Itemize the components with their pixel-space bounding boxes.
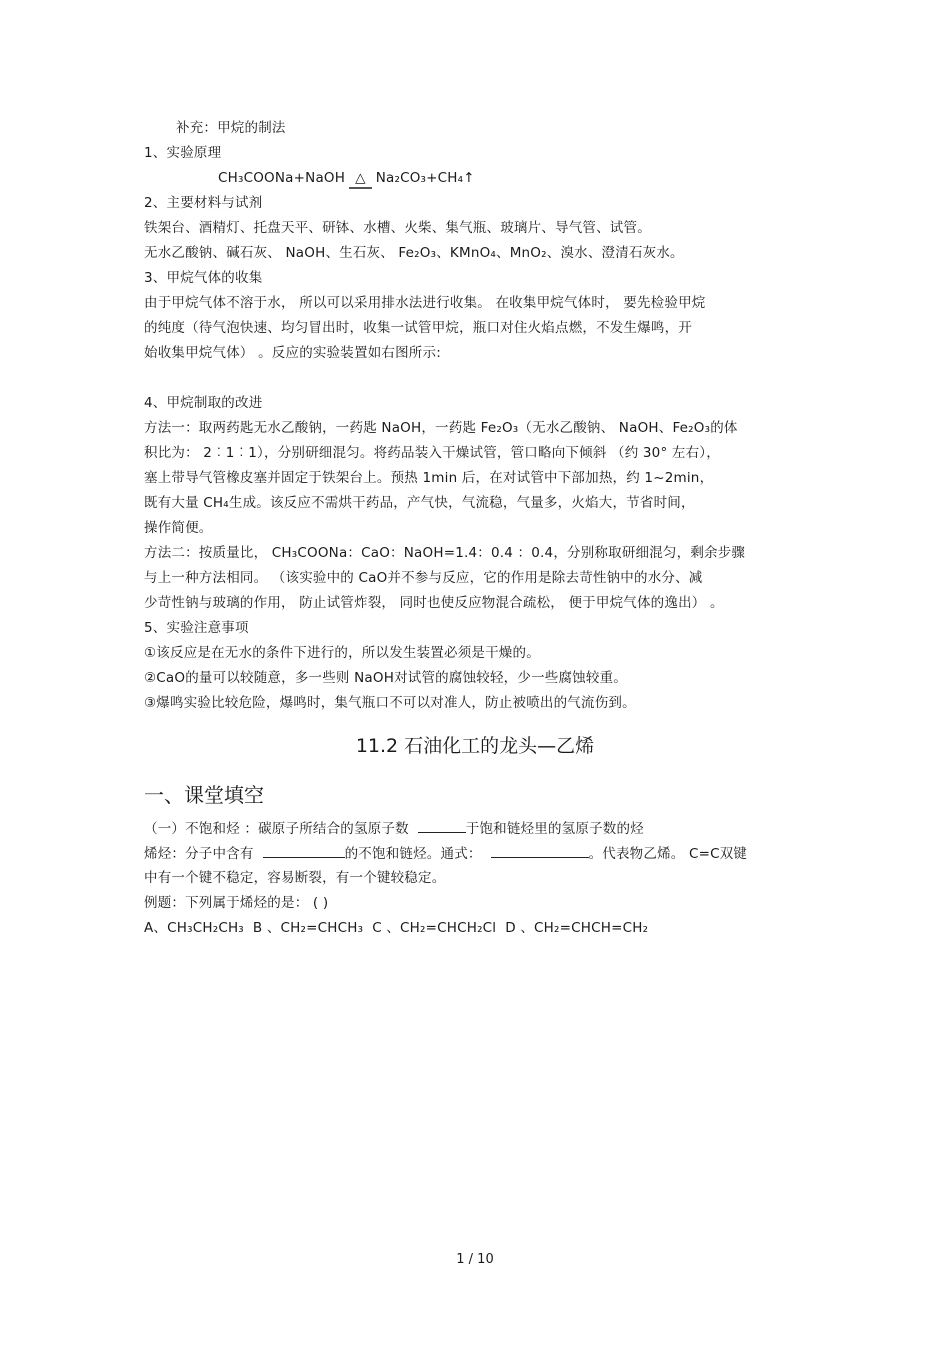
question-alkene	[144, 844, 747, 863]
fill-blank-3[interactable]	[491, 844, 589, 858]
formula-reactants: CH₃COONa+NaOH	[218, 170, 346, 186]
q2-text-a: 烯烃：分子中含有	[144, 846, 254, 862]
reaction-formula	[218, 169, 475, 189]
method2-line-1: 方法二：按质量比， CH₃COONa：CaO：NaOH=1.4：0.4 ：0.4，分别称取研细混匀，剩余步骤	[144, 545, 746, 561]
note-2: ②CaO的量可以较随意，多一些则 NaOH对试管的腐蚀较轻，少一些腐蚀较重。	[144, 670, 627, 686]
section-title: 11.2 石油化工的龙头—乙烯	[355, 735, 595, 757]
supplement-title: 补充：甲烷的制法	[176, 120, 286, 136]
materials-line-1: 铁架台、酒精灯、托盘天平、研钵、水槽、火柴、集气瓶、玻璃片、导气管、试管。	[144, 220, 651, 236]
heat-arrow-icon: △	[349, 169, 372, 189]
method2-line-2: 与上一种方法相同。 （该实验中的 CaO并不参与反应，它的作用是除去苛性钠中的水分、减	[144, 570, 703, 586]
collection-line-3: 始收集甲烷气体） 。反应的实验装置如右图所示:	[144, 345, 441, 361]
q1-text-a: （一）不饱和烃 ：碳原子所结合的氢原子数	[144, 821, 409, 837]
class-fill-heading: 一、课堂填空	[144, 783, 264, 807]
method1-line-3: 塞上带导气管橡皮塞并固定于铁架台上。预热 1min 后，在对试管中下部加热，约 1~2min，	[144, 470, 714, 486]
example-options: A、CH₃CH₂CH₃ B 、CH₂=CHCH₃ C 、CH₂=CHCH₂Cl D 、CH₂=CHCH=CH₂	[144, 920, 649, 936]
heading-notes: 5、实验注意事项	[144, 620, 249, 636]
method1-line-4: 既有大量 CH₄生成。该反应不需烘干药品，产气快，气流稳，气量多，火焰大，节省时间，	[144, 495, 695, 511]
question-bond: 中有一个键不稳定，容易断裂，有一个键较稳定。	[144, 870, 446, 886]
collection-line-2: 的纯度（待气泡快速、均匀冒出时，收集一试管甲烷，瓶口对住火焰点燃，不发生爆鸣，开	[144, 320, 692, 336]
method1-line-2: 积比为： 2︰1︰1），分别研细混匀。将药品装入干燥试管，管口略向下倾斜 （约 30° 左右），	[144, 445, 720, 461]
q2-text-c: 。代表物乙烯。 C=C双键	[588, 846, 748, 862]
method1-line-5: 操作简便。	[144, 520, 213, 536]
heading-collection: 3、甲烷气体的收集	[144, 270, 263, 286]
formula-products: Na₂CO₃+CH₄↑	[375, 170, 475, 186]
method2-line-3: 少苛性钠与玻璃的作用， 防止试管炸裂， 同时也使反应物混合疏松， 便于甲烷气体的逸出） 。	[144, 595, 724, 611]
example-question: 例题：下列属于烯烃的是： ( )	[144, 895, 329, 911]
method1-line-1: 方法一：取两药匙无水乙酸钠，一药匙 NaOH，一药匙 Fe₂O₃（无水乙酸钠、 NaOH、Fe₂O₃的体	[144, 420, 738, 436]
q1-text-b: 于饱和链烃里的氢原子数的烃	[465, 821, 644, 837]
question-unsaturated	[144, 819, 644, 838]
heading-improvement: 4、甲烷制取的改进	[144, 395, 263, 411]
fill-blank-2[interactable]	[263, 844, 345, 858]
collection-line-1: 由于甲烷气体不溶于水， 所以可以采用排水法进行收集。 在收集甲烷气体时， 要先检验甲烷	[144, 295, 706, 311]
q2-text-b: 的不饱和链烃。通式：	[344, 846, 482, 862]
materials-line-2: 无水乙酸钠、碱石灰、 NaOH、生石灰、 Fe₂O₃、KMnO₄、MnO₂、溴水、澄清石灰水。	[144, 245, 684, 261]
heading-principle: 1、实验原理	[144, 145, 222, 161]
fill-blank-1[interactable]	[418, 819, 466, 833]
note-1: ①该反应是在无水的条件下进行的，所以发生装置必须是干燥的。	[144, 645, 540, 661]
page-number: 1 / 10	[456, 1252, 494, 1267]
heading-materials: 2、主要材料与试剂	[144, 195, 263, 211]
note-3: ③爆鸣实验比较危险，爆鸣时，集气瓶口不可以对准人，防止被喷出的气流伤到。	[144, 695, 636, 711]
